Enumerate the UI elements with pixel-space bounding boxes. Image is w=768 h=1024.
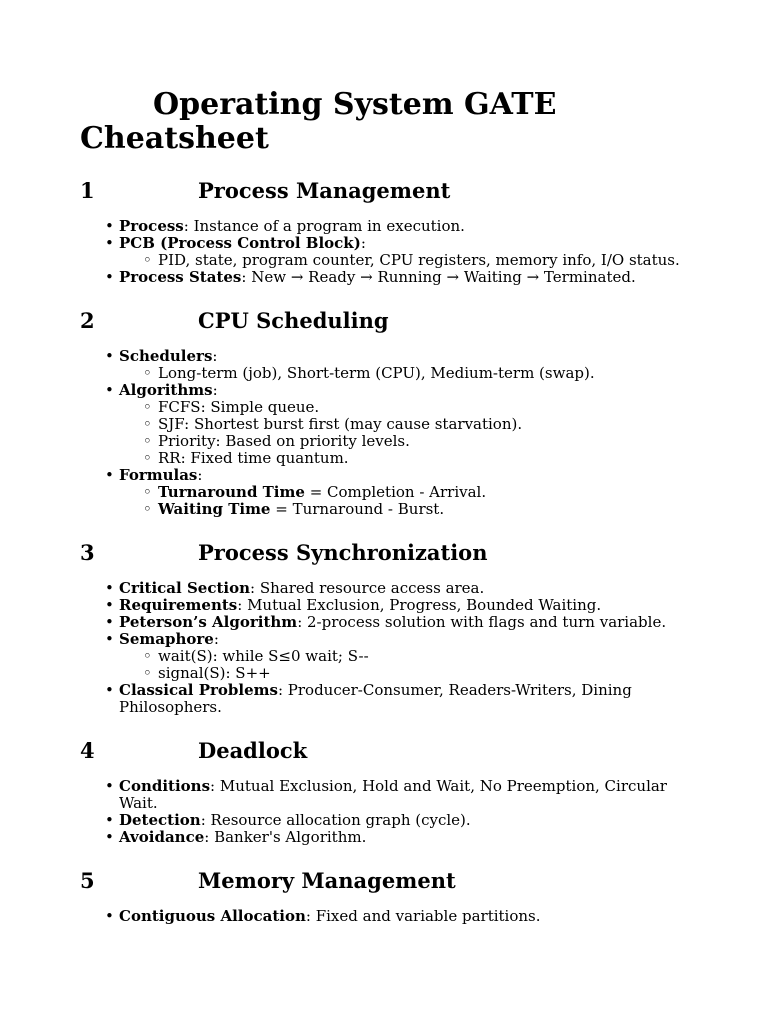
sub-list-item: ◦ SJF: Shortest burst first (may cause starvation). xyxy=(119,416,700,433)
item-separator: : xyxy=(360,234,366,252)
list-item xyxy=(80,778,700,812)
section-process-synchronization xyxy=(80,540,700,716)
item-key: Detection xyxy=(119,811,201,829)
list-item xyxy=(80,614,700,631)
item-text: 2-process solution with flags and turn variable. xyxy=(307,613,667,631)
list-item xyxy=(80,218,700,235)
item-key: Schedulers xyxy=(119,347,213,365)
list-item xyxy=(80,812,700,829)
section-heading xyxy=(80,178,700,204)
section-memory-management xyxy=(80,868,700,925)
list-item xyxy=(80,682,700,716)
item-separator: : xyxy=(210,777,220,795)
item-separator: : xyxy=(297,613,308,631)
sub-item-key: Waiting Time xyxy=(158,500,271,518)
sub-list-item: ◦ signal(S): S++ xyxy=(119,665,700,682)
section-heading xyxy=(80,308,700,334)
item-separator: : xyxy=(305,907,316,925)
item-key: Peterson’s Algorithm xyxy=(119,613,298,631)
item-key: Process States xyxy=(119,268,242,286)
list-item xyxy=(80,467,700,518)
sub-item-key: Turnaround Time xyxy=(158,483,305,501)
bullet-list xyxy=(80,218,700,286)
sub-list-item xyxy=(119,484,700,501)
sub-list-item xyxy=(119,501,700,518)
item-text: Banker's Algorithm. xyxy=(214,828,367,846)
sub-list xyxy=(119,365,700,382)
item-separator: : xyxy=(212,381,218,399)
sub-list xyxy=(119,484,700,518)
item-text: Resource allocation graph (cycle). xyxy=(210,811,471,829)
sub-list xyxy=(119,252,700,269)
sub-list-item: ◦ wait(S): while S≤0 wait; S-- xyxy=(119,648,700,665)
section-title: CPU Scheduling xyxy=(198,308,389,333)
section-heading xyxy=(80,540,700,566)
sub-list-item: ◦ PID, state, program counter, CPU registers, memory info, I/O status. xyxy=(119,252,700,269)
bullet-list xyxy=(80,908,700,925)
section-number: 4 xyxy=(80,738,95,763)
document-page xyxy=(80,88,700,925)
item-text: Instance of a program in execution. xyxy=(193,217,465,235)
section-heading xyxy=(80,868,700,894)
item-text: Fixed and variable partitions. xyxy=(315,907,541,925)
item-separator: : xyxy=(197,466,203,484)
section-number: 1 xyxy=(80,178,95,203)
item-key: Classical Problems xyxy=(119,681,278,699)
bullet-list xyxy=(80,580,700,716)
section-cpu-scheduling xyxy=(80,308,700,518)
item-text: Mutual Exclusion, Progress, Bounded Waiting. xyxy=(247,596,602,614)
section-heading xyxy=(80,738,700,764)
sub-list xyxy=(119,648,700,682)
sub-list-item: ◦ RR: Fixed time quantum. xyxy=(119,450,700,467)
bullet-list xyxy=(80,778,700,846)
item-separator: : xyxy=(212,347,218,365)
section-number: 5 xyxy=(80,868,95,893)
section-title: Memory Management xyxy=(198,868,456,893)
list-item xyxy=(80,597,700,614)
item-key: Semaphore xyxy=(119,630,214,648)
section-title: Process Synchronization xyxy=(198,540,488,565)
item-text: Mutual Exclusion, Hold and Wait, No Preemption, Circular Wait. xyxy=(119,777,667,812)
item-key: Contiguous Allocation xyxy=(119,907,306,925)
list-item xyxy=(80,631,700,682)
sub-item-text: = Turnaround - Burst. xyxy=(270,500,445,518)
item-separator: : xyxy=(183,217,194,235)
section-title: Deadlock xyxy=(198,738,308,763)
list-item xyxy=(80,580,700,597)
item-key: Avoidance xyxy=(119,828,205,846)
list-item xyxy=(80,908,700,925)
section-title: Process Management xyxy=(198,178,451,203)
item-key: Process xyxy=(119,217,184,235)
item-separator: : xyxy=(200,811,211,829)
item-key: Formulas xyxy=(119,466,198,484)
item-text: Producer-Consumer, Readers-Writers, Dining Philosophers. xyxy=(119,681,632,716)
item-separator: : xyxy=(241,268,252,286)
bullet-list xyxy=(80,348,700,518)
item-separator: : xyxy=(250,579,260,597)
section-process-management xyxy=(80,178,700,286)
list-item xyxy=(80,348,700,382)
list-item xyxy=(80,382,700,467)
item-separator: : xyxy=(277,681,288,699)
item-key: Requirements xyxy=(119,596,238,614)
sub-list-item: ◦ Priority: Based on priority levels. xyxy=(119,433,700,450)
item-separator: : xyxy=(237,596,248,614)
item-text: Shared resource access area. xyxy=(259,579,485,597)
document-title: Operating System GATE Cheatsheet xyxy=(80,87,557,156)
item-separator: : xyxy=(213,630,219,648)
item-separator: : xyxy=(204,828,215,846)
section-number: 3 xyxy=(80,540,95,565)
item-key: Conditions xyxy=(119,777,211,795)
section-number: 2 xyxy=(80,308,95,333)
sub-list-item: ◦ Long-term (job), Short-term (CPU), Medium-term (swap). xyxy=(119,365,700,382)
list-item xyxy=(80,269,700,286)
item-text: New → Ready → Running → Waiting → Terminated. xyxy=(251,268,636,286)
sub-item-text: = Completion - Arrival. xyxy=(304,483,487,501)
sub-list-item: ◦ FCFS: Simple queue. xyxy=(119,399,700,416)
sub-list xyxy=(119,399,700,467)
section-deadlock xyxy=(80,738,700,846)
item-key: Algorithms xyxy=(119,381,213,399)
list-item xyxy=(80,829,700,846)
item-key: Critical Section xyxy=(119,579,250,597)
list-item xyxy=(80,235,700,269)
item-key: PCB (Process Control Block) xyxy=(119,234,361,252)
